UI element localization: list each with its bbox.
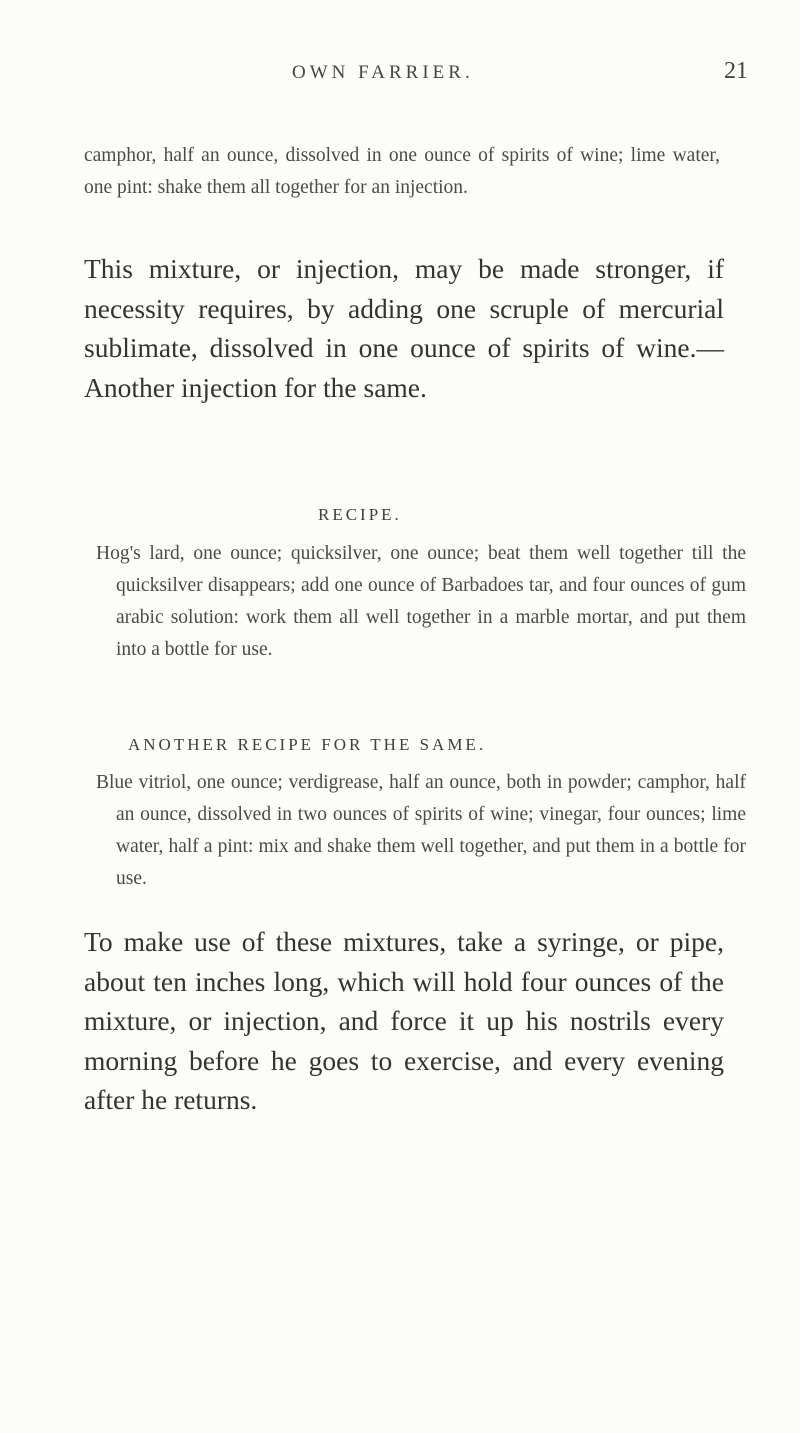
paragraph-hogs-lard-recipe: Hog's lard, one ounce; quicksilver, one ounce; beat them well together till the quicksilver disappears; add one ounce of Barbadoes tar, and four ounces of gum arabic solution: work them all well together in a marble mortar, and put them into a bottle for use.: [96, 543, 746, 660]
page-number: 21: [724, 58, 748, 84]
paragraph-stronger-mixture: This mixture, or injection, may be made stronger, if necessity requires, by adding one scruple of mercurial sublimate, dissolved in one ounce of spirits of wine.—Another injection for the same.: [84, 253, 724, 403]
paragraph-blue-vitriol-recipe: Blue vitriol, one ounce; verdigrease, half an ounce, both in powder; camphor, half an ounce, dissolved in two ounces of spirits of wine; vinegar, four ounces; lime water, half a pint: mix and shake them well together, and put them in a bottle for use.: [96, 772, 746, 889]
running-title: OWN FARRIER.: [292, 62, 474, 83]
paragraph-camphor-injection: camphor, half an ounce, dissolved in one ounce of spirits of wine; lime water, one pint: shake them all together for an injection.: [84, 145, 720, 198]
recipe-heading: RECIPE.: [318, 505, 402, 524]
another-recipe-heading: ANOTHER RECIPE FOR THE SAME.: [128, 735, 487, 754]
paragraph-syringe-instructions: To make use of these mixtures, take a syringe, or pipe, about ten inches long, which will hold four ounces of the mixture, or injection, and force it up his nostrils every morning before he goes to exercise, and every evening after he returns.: [84, 926, 724, 1115]
